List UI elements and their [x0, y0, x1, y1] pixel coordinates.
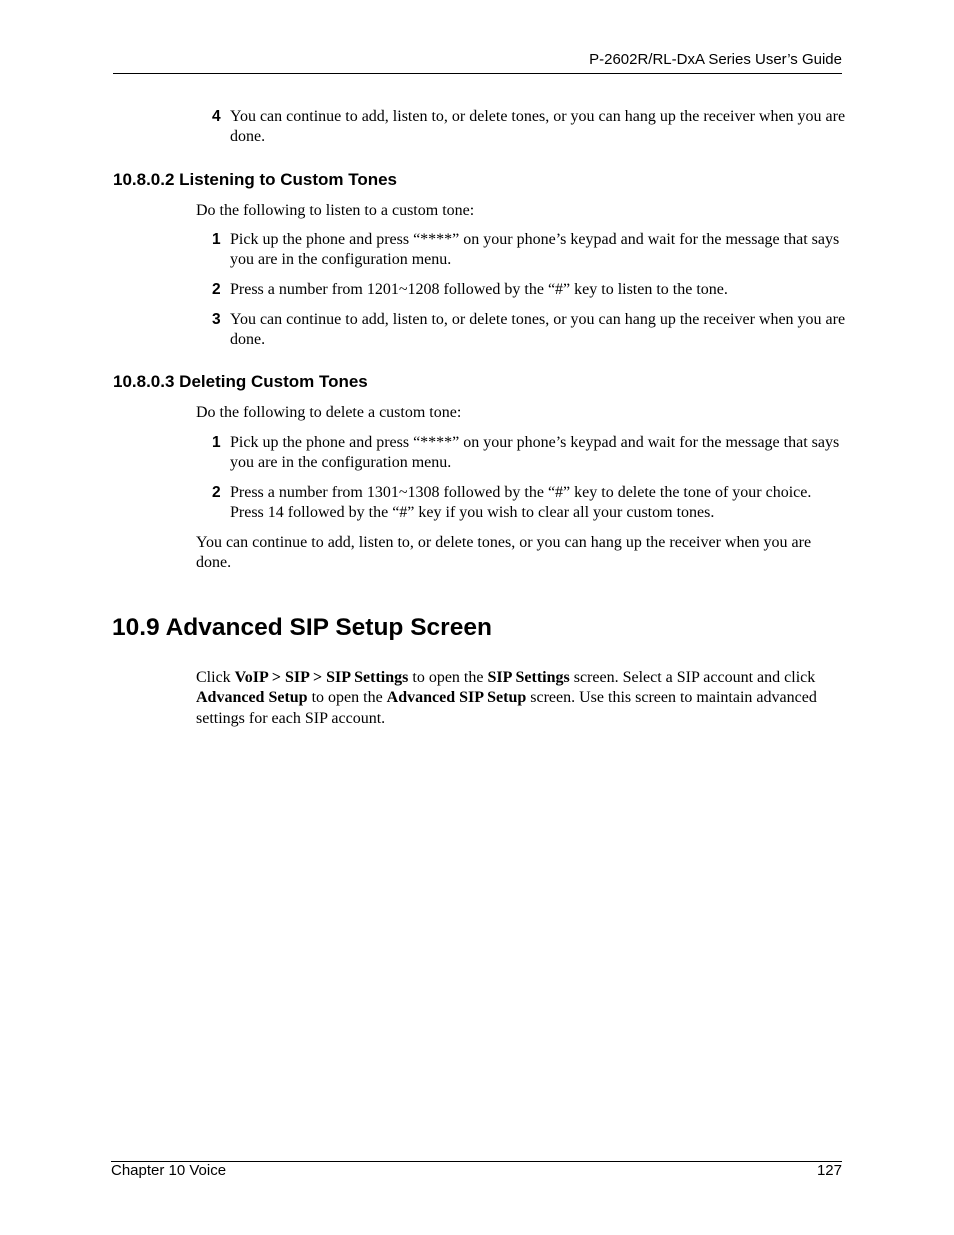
- footer-chapter: Chapter 10 Voice: [111, 1162, 227, 1179]
- step-text: Pick up the phone and press “****” on your phone’s keypad and wait for the message that says you are in the configuration menu.: [230, 231, 840, 269]
- section-intro: Do the following to delete a custom tone:: [196, 404, 462, 421]
- step-text: You can continue to add, listen to, or delete tones, or you can hang up the receiver when you are done.: [230, 311, 846, 349]
- step-number: 1: [212, 434, 221, 451]
- list-item: [196, 310, 846, 351]
- text-run: Click: [196, 669, 235, 686]
- list-item: [196, 483, 846, 524]
- text-run: to open the: [307, 689, 387, 707]
- list-item: [196, 433, 846, 474]
- advanced-sip-paragraph: [196, 668, 846, 729]
- button-name: Advanced Setup: [196, 689, 308, 707]
- section-closing: You can continue to add, listen to, or delete tones, or you can hang up the receiver when you are done.: [196, 534, 812, 572]
- page-number: 127: [816, 1162, 842, 1179]
- section-intro: Do the following to listen to a custom tone:: [196, 202, 475, 219]
- header-divider: [113, 73, 842, 74]
- section-heading-listening: 10.8.0.2 Listening to Custom Tones: [113, 170, 398, 189]
- step-number: 2: [212, 281, 221, 298]
- text-run: to open the: [408, 669, 488, 686]
- running-header: P-2602R/RL-DxA Series User’s Guide: [589, 51, 842, 68]
- text-run: screen. Use this screen to maintain advanced settings for each SIP account.: [196, 689, 817, 727]
- screen-name: SIP Settings: [487, 669, 570, 686]
- step-text: Press a number from 1301~1308 followed by the “#” key to delete the tone of your choice. Press 14 followed by the “#” key if you wish to clear all your custom tones.: [230, 484, 812, 522]
- step-number: 4: [212, 108, 221, 125]
- step-text: Press a number from 1201~1208 followed by the “#” key to listen to the tone.: [230, 281, 728, 298]
- menu-path: VoIP > SIP > SIP Settings: [234, 669, 409, 686]
- step-number: 2: [212, 484, 221, 501]
- screen-name: Advanced SIP Setup: [386, 689, 527, 707]
- step-number: 1: [212, 231, 221, 248]
- text-run: screen. Select a SIP account and click: [569, 669, 816, 686]
- list-item: [196, 280, 846, 300]
- section-heading-deleting: 10.8.0.3 Deleting Custom Tones: [113, 372, 368, 391]
- step-number: 3: [212, 311, 221, 328]
- list-item: [196, 107, 846, 148]
- list-item: [196, 230, 846, 271]
- step-text: You can continue to add, listen to, or delete tones, or you can hang up the receiver when you are done.: [230, 108, 846, 146]
- step-text: Pick up the phone and press “****” on your phone’s keypad and wait for the message that says you are in the configuration menu.: [230, 434, 840, 472]
- section-heading-advanced-sip: 10.9 Advanced SIP Setup Screen: [112, 614, 492, 641]
